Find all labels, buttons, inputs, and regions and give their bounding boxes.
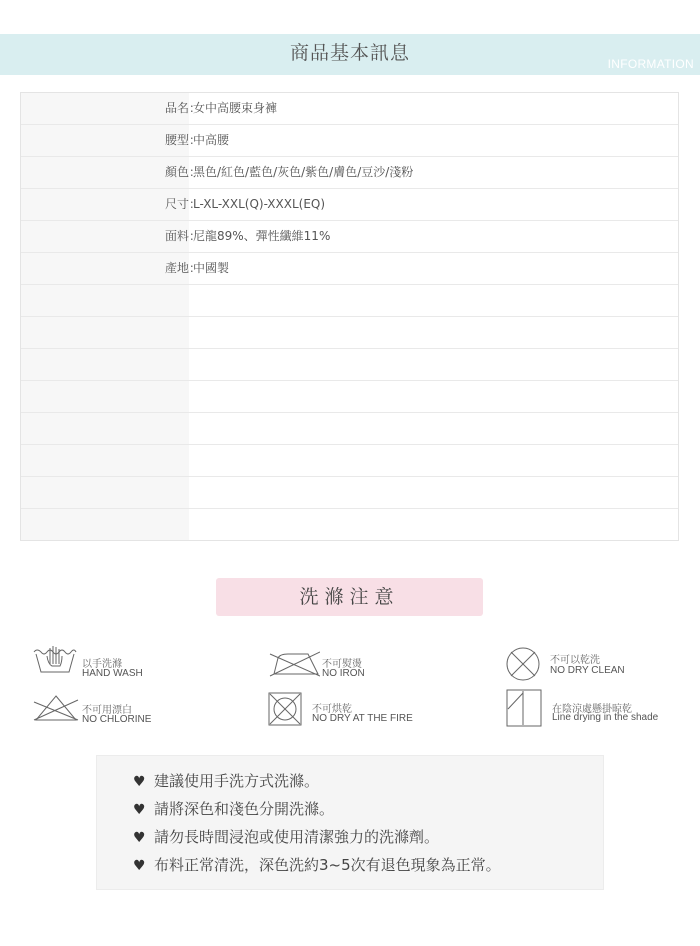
care-line-dry-shade	[506, 689, 676, 723]
wash-note-text: 布料正常清洗，深色洗約3~5次有退色現象為正常。	[154, 856, 501, 874]
info-row-empty	[21, 285, 678, 317]
info-label: 品名：	[164, 101, 201, 115]
care-label-zh: 不可以乾洗	[550, 655, 600, 666]
wash-title: 洗滌注意	[299, 586, 400, 608]
wash-note-text: 建議使用手洗方式洗滌。	[154, 772, 320, 790]
care-no-iron	[268, 650, 398, 684]
care-label-en: NO CHLORINE	[82, 714, 152, 725]
wash-note	[133, 854, 501, 875]
care-label-en: HAND WASH	[82, 668, 143, 679]
heart-icon: ♥	[133, 774, 146, 790]
section-subtitle: INFORMATION	[607, 57, 694, 71]
info-row-fabric	[21, 221, 678, 253]
care-label-en: NO DRY AT THE FIRE	[312, 713, 413, 724]
product-info-table	[20, 92, 679, 541]
wash-note	[133, 826, 439, 847]
heart-icon: ♥	[133, 858, 146, 874]
info-row-empty	[21, 381, 678, 413]
info-row-empty	[21, 413, 678, 445]
wash-note-text: 請將深色和淺色分開洗滌。	[154, 800, 335, 818]
info-row-empty	[21, 509, 678, 541]
care-label-zh: 以手洗滌	[82, 659, 122, 670]
info-label: 面料：	[164, 229, 201, 243]
heart-icon: ♥	[133, 802, 146, 818]
info-row-empty	[21, 445, 678, 477]
care-label-zh: 在陰涼處懸掛晾乾	[552, 704, 632, 715]
section-title: 商品基本訊息	[289, 42, 410, 64]
care-label-en: NO DRY CLEAN	[550, 665, 625, 676]
info-row-name	[21, 93, 678, 125]
info-value: L-XL-XXL(Q)-XXXL(EQ)	[193, 197, 326, 211]
no-dry-clean-icon	[505, 646, 543, 682]
no-tumble-dry-icon	[268, 692, 302, 726]
hand-wash-icon	[32, 644, 78, 676]
care-no-dry-clean	[505, 646, 645, 680]
info-value: 女中高腰束身褲	[193, 101, 278, 115]
info-row-color	[21, 157, 678, 189]
info-value: 中高腰	[193, 133, 230, 147]
info-label: 腰型：	[164, 133, 201, 147]
no-iron-icon	[268, 650, 320, 678]
no-bleach-icon	[32, 692, 80, 724]
care-no-chlorine	[32, 692, 172, 726]
info-label: 尺寸：	[164, 197, 201, 211]
info-label: 產地：	[164, 261, 201, 275]
info-label: 顏色：	[164, 165, 201, 179]
info-row-empty	[21, 477, 678, 509]
care-label-zh: 不可熨燙	[322, 659, 362, 670]
care-no-tumble-dry	[268, 692, 428, 726]
wash-note-text: 請勿長時間浸泡或使用清潔強力的洗滌劑。	[154, 828, 440, 846]
info-row-empty	[21, 317, 678, 349]
info-row-waist	[21, 125, 678, 157]
care-label-zh: 不可烘乾	[312, 704, 352, 715]
line-dry-shade-icon	[506, 689, 542, 727]
care-hand-wash	[32, 644, 162, 678]
info-row-size	[21, 189, 678, 221]
info-value: 黑色/紅色/藍色/灰色/紫色/膚色/豆沙/淺粉	[193, 165, 414, 179]
care-label-zh: 不可用漂白	[82, 705, 132, 716]
care-label-en: NO IRON	[322, 668, 365, 679]
wash-note	[133, 798, 334, 819]
wash-notes-box	[96, 755, 604, 890]
info-row-origin	[21, 253, 678, 285]
info-value: 中國製	[193, 261, 230, 275]
wash-note	[133, 770, 319, 791]
heart-icon: ♥	[133, 830, 146, 846]
care-label-en: Line drying in the shade	[552, 712, 659, 723]
info-row-empty	[21, 349, 678, 381]
info-value: 尼龍89%、彈性纖維11%	[193, 229, 331, 243]
